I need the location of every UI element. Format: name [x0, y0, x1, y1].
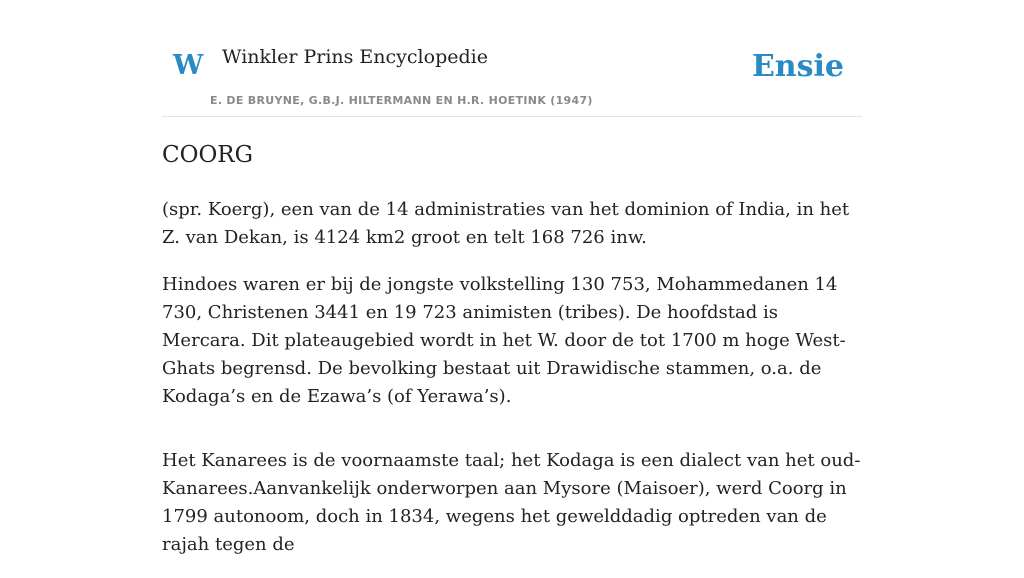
publication-logo[interactable]: W: [173, 50, 204, 81]
article-title: COORG: [162, 142, 254, 168]
ensie-logo[interactable]: Ensie: [751, 49, 844, 84]
article: [162, 140, 862, 578]
article-paragraph-2: Hindoes waren er bij de jongste volkstelling 130 753, Mohammedanen 14 730, Christenen 3441 en 19 723 animisten (tribes). De hoofdstad is Mercara. Dit plateaugebied wordt in het W. door de tot 1700 m hoge West-Ghats begrensd. De bevolking bestaat uit Drawidische stammen, o.a. de Kodaga’s en de Ezawa’s (of Yerawa’s).: [162, 274, 846, 407]
publication-authors: E. DE BRUYNE, G.B.J. HILTERMANN EN H.R. HOETINK (1947): [210, 94, 593, 107]
article-paragraph-3: Het Kanarees is de voornaamste taal; het Kodaga is een dialect van het oud-Kanarees.Aanvankelijk onderworpen aan Mysore (Maisoer), werd Coorg in 1799 autonoom, doch in 1834, wegens het gewelddadig optreden van de rajah tegen de: [162, 450, 861, 555]
publication-title[interactable]: Winkler Prins Encyclopedie: [222, 46, 488, 68]
site-header: [162, 0, 862, 117]
article-paragraph-1: (spr. Koerg), een van de 14 administraties van het dominion of India, in het Z. van Dekan, is 4124 km2 groot en telt 168 726 inw.: [162, 199, 850, 248]
